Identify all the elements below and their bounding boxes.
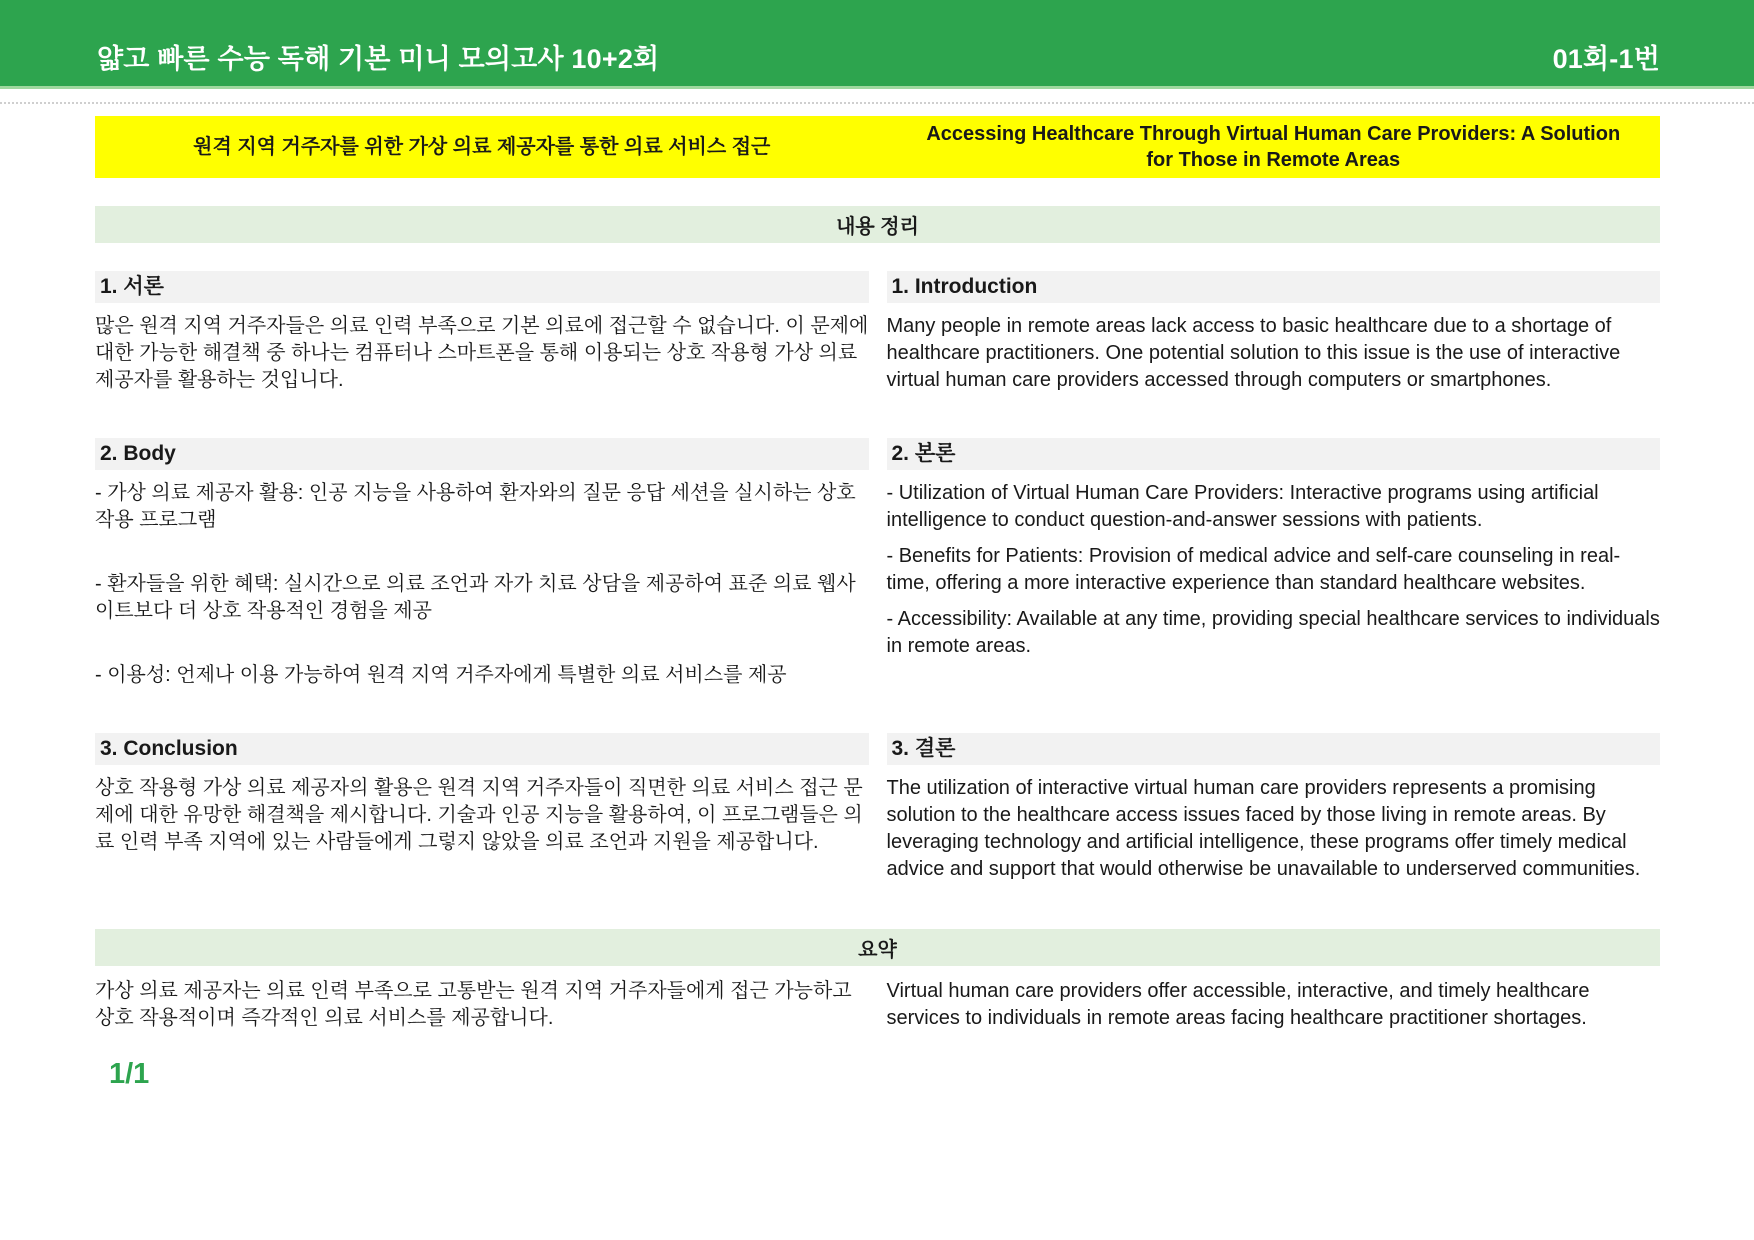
- body-bullet-english: - Benefits for Patients: Provision of medical advice and self-care counseling in real-time, offering a more interactive experience than standard healthcare websites.: [886, 545, 1621, 594]
- conclusion-paragraph-english: The utilization of interactive virtual human care providers represents a promising solution to the healthcare access issues faced by those living in remote areas. By leveraging technology and artificial intelligence, these programs offer timely medical advice and support that would otherwise be unavailable to underserved communities.: [886, 777, 1641, 880]
- body-bullet-english: - Accessibility: Available at any time, providing special healthcare services to individuals in remote areas.: [886, 608, 1660, 657]
- passage-title-block: [95, 116, 1660, 178]
- body-bullets-english: [887, 480, 1661, 689]
- conclusion-heading-left: 3. Conclusion: [95, 733, 869, 765]
- section-conclusion: [95, 733, 1660, 883]
- summary-band: 요약: [95, 929, 1660, 966]
- top-header-bar: [0, 0, 1754, 89]
- passage-title-korean: 원격 지역 거주자를 위한 가상 의료 제공자를 통한 의료 서비스 접근: [193, 136, 771, 158]
- conclusion-body-english: [887, 775, 1661, 883]
- intro-paragraph-korean: 많은 원격 지역 거주자들은 의료 인력 부족으로 기본 의료에 접근할 수 없습니다. 이 문제에 대한 가능한 해결책 중 하나는 컴퓨터나 스마트폰을 통해 이용되는 상호 작용형 가상 의료 제공자를 활용하는 것입니다.: [95, 315, 869, 391]
- content-area: [95, 116, 1660, 1091]
- summary-korean: 가상 의료 제공자는 의료 인력 부족으로 고통받는 원격 지역 거주자들에게 접근 가능하고 상호 작용적이며 즉각적인 의료 서비스를 제공합니다.: [95, 980, 852, 1029]
- page-number: 1/1: [109, 1058, 150, 1090]
- conclusion-body-korean: [95, 775, 869, 883]
- section-introduction: [95, 271, 1660, 394]
- passage-title-english: Accessing Healthcare Through Virtual Human Care Providers: A Solution for Those in Remote Areas: [926, 123, 1621, 171]
- conclusion-paragraph-korean: 상호 작용형 가상 의료 제공자의 활용은 원격 지역 거주자들이 직면한 의료 서비스 접근 문제에 대한 유망한 해결책을 제시합니다. 기술과 인공 지능을 활용하여, 이 프로그램들은 의료 인력 부족 지역에 있는 사람들에게 그렇지 않았을 의료 조언과 지원을 제공합니다.: [95, 777, 863, 853]
- body-heading-right: 2. 본론: [887, 438, 1661, 470]
- body-bullet-korean: - 환자들을 위한 혜택: 실시간으로 의료 조언과 자가 치료 상담을 제공하여 표준 의료 웹사이트보다 더 상호 작용적인 경험을 제공: [95, 573, 856, 622]
- intro-body-english: [887, 313, 1661, 394]
- intro-paragraph-english: Many people in remote areas lack access to basic healthcare due to a shortage of healthcare practitioners. One potential solution to this issue is the use of interactive virtual human care providers accessed through computers or smartphones.: [886, 315, 1621, 391]
- body-bullet-korean: - 이용성: 언제나 이용 가능하여 원격 지역 거주자에게 특별한 의료 서비스를 제공: [95, 664, 787, 686]
- intro-heading-english: 1. Introduction: [887, 271, 1661, 303]
- body-bullets-korean: [95, 480, 869, 689]
- dotted-divider: [0, 102, 1754, 104]
- body-heading-left: 2. Body: [95, 438, 869, 470]
- summary-row: [95, 978, 1660, 1032]
- body-bullet-english: - Utilization of Virtual Human Care Providers: Interactive programs using artificial intelligence to conduct question-and-answer sessions with patients.: [886, 482, 1599, 531]
- intro-body-korean: [95, 313, 869, 394]
- body-bullet-korean: - 가상 의료 제공자 활용: 인공 지능을 사용하여 환자와의 질문 응답 세션을 실시하는 상호 작용 프로그램: [95, 482, 856, 531]
- exam-number-label: 01회-1번: [1552, 44, 1660, 74]
- summary-english: Virtual human care providers offer accessible, interactive, and timely healthcare services to individuals in remote areas facing healthcare practitioner shortages.: [886, 980, 1590, 1029]
- content-summary-band: 내용 정리: [95, 206, 1660, 243]
- document-title: 얇고 빠른 수능 독해 기본 미니 모의고사 10+2회: [97, 44, 660, 74]
- section-body: [95, 438, 1660, 689]
- intro-heading-korean: 1. 서론: [95, 271, 869, 303]
- conclusion-heading-right: 3. 결론: [887, 733, 1661, 765]
